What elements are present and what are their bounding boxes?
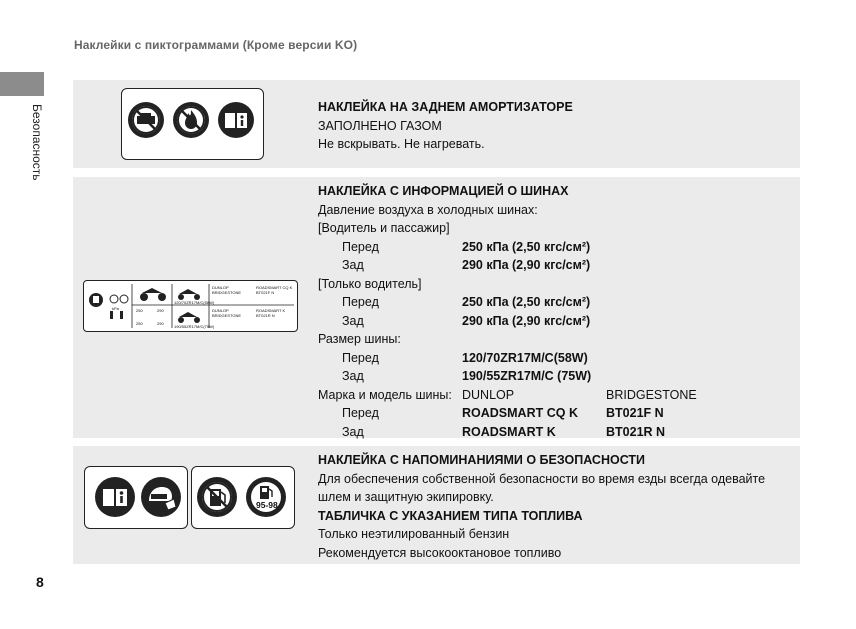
side-tab-marker	[0, 72, 44, 96]
size-rear-label: Зад	[342, 369, 364, 383]
sticker-size1: 120/70ZR17M/C(58W)	[174, 300, 215, 305]
rider-only-heading: [Только водитель]	[318, 276, 422, 291]
brand2-front: BT021F N	[606, 406, 664, 420]
brand-row	[318, 386, 788, 405]
rp-front-value: 250 кПа (2,50 кгс/см²)	[462, 239, 591, 254]
rider-passenger-heading: [Водитель и пассажир]	[318, 221, 450, 235]
safety-label-title: НАКЛЕЙКА С НАПОМИНАНИЯМИ О БЕЗОПАСНОСТИ	[318, 453, 646, 467]
helmet-icon	[141, 477, 181, 517]
sticker-dunlop: DUNLOP	[212, 285, 229, 290]
sticker-size2: 190/55ZR17M/C(75W)	[174, 324, 215, 329]
brand-front-row	[318, 404, 788, 423]
rp-rear-row	[318, 256, 788, 275]
rp-rear-label: Зад	[342, 258, 364, 272]
sticker-bt021r: BT021R N	[256, 313, 275, 318]
r-rear-row	[318, 312, 788, 331]
brand-front-label: Перед	[342, 406, 379, 420]
r-rear-value: 290 кПа (2,90 кгс/см²)	[462, 313, 591, 328]
shock-label-title: НАКЛЕЙКА НА ЗАДНЕМ АМОРТИЗАТОРЕ	[318, 100, 573, 114]
size-heading: Размер шины:	[318, 332, 401, 346]
size-front-row	[318, 349, 788, 368]
rp-front-row	[318, 238, 788, 257]
fuel-text2: Рекомендуется высокооктановое топливо	[318, 545, 562, 560]
sticker-bridgestone2: BRIDGESTONE	[212, 313, 242, 318]
safety-label-text	[318, 451, 788, 562]
tire-info-sticker	[83, 280, 298, 332]
fuel-label-title: ТАБЛИЧКА С УКАЗАНИЕМ ТИПА ТОПЛИВА	[318, 508, 583, 523]
page-number: 8	[36, 574, 44, 590]
octane-label: 95-98	[256, 500, 278, 510]
sticker-dunlop2: DUNLOP	[212, 308, 229, 313]
rp-rear-value: 290 кПа (2,90 кгс/см²)	[462, 258, 591, 272]
sticker-290a: 290	[157, 308, 164, 313]
sticker-250a: 250	[136, 308, 143, 313]
sticker-rs-k: ROADSMART K	[256, 308, 286, 313]
r-front-row	[318, 293, 788, 312]
read-manual-icon	[218, 102, 254, 138]
brand1: DUNLOP	[462, 387, 515, 402]
brand-heading: Марка и модель шины:	[318, 387, 452, 402]
shock-label-line1: ЗАПОЛНЕНО ГАЗОМ	[318, 118, 442, 133]
no-fire-icon	[173, 102, 209, 138]
fuel-text1: Только неэтилированный бензин	[318, 527, 510, 541]
pressure-heading: Давление воздуха в холодных шинах:	[318, 202, 538, 217]
sticker-bridgestone: BRIDGESTONE	[212, 290, 242, 295]
safety-text2: шлем и защитную экипировку.	[318, 490, 494, 504]
sticker-250b: 250	[136, 321, 143, 326]
r-front-value: 250 кПа (2,50 кгс/см²)	[462, 295, 591, 309]
sticker-kpa: kPa	[112, 306, 119, 311]
fuel-pump-icon	[246, 477, 286, 517]
brand2-rear: BT021R N	[606, 424, 666, 439]
size-rear-row	[318, 367, 788, 386]
shock-label-text	[318, 98, 573, 154]
side-label: Безопасность	[30, 104, 44, 181]
brand2: BRIDGESTONE	[606, 387, 697, 402]
rp-front-label: Перед	[342, 239, 379, 254]
size-rear-value: 190/55ZR17M/C (75W)	[462, 369, 592, 383]
brand1-rear: ROADSMART K	[462, 424, 556, 439]
size-front-label: Перед	[342, 350, 379, 365]
no-disassembly-icon	[128, 102, 164, 138]
size-front-value: 120/70ZR17M/C(58W)	[462, 350, 588, 365]
tire-label-text	[318, 182, 788, 441]
r-front-label: Перед	[342, 295, 379, 309]
safety-text1: Для обеспечения собственной безопасности во время езды всегда одевайте	[318, 471, 766, 486]
r-rear-label: Зад	[342, 313, 364, 328]
shock-label-line2: Не вскрывать. Не нагревать.	[318, 137, 485, 151]
sticker-rs-cqk: ROADSMART CQ K	[256, 285, 293, 290]
tire-label-title: НАКЛЕЙКА С ИНФОРМАЦИЕЙ О ШИНАХ	[318, 184, 569, 198]
section-title: Наклейки с пиктограммами (Кроме версии KO)	[74, 38, 358, 52]
brand-rear-row	[318, 423, 788, 442]
read-manual-icon-2	[95, 477, 135, 517]
sticker-290b: 290	[157, 321, 164, 326]
no-fuel-leak-icon	[197, 477, 237, 517]
brand-rear-label: Зад	[342, 424, 364, 439]
brand1-front: ROADSMART CQ K	[462, 406, 578, 420]
sticker-bt021f: BT021F N	[256, 290, 275, 295]
